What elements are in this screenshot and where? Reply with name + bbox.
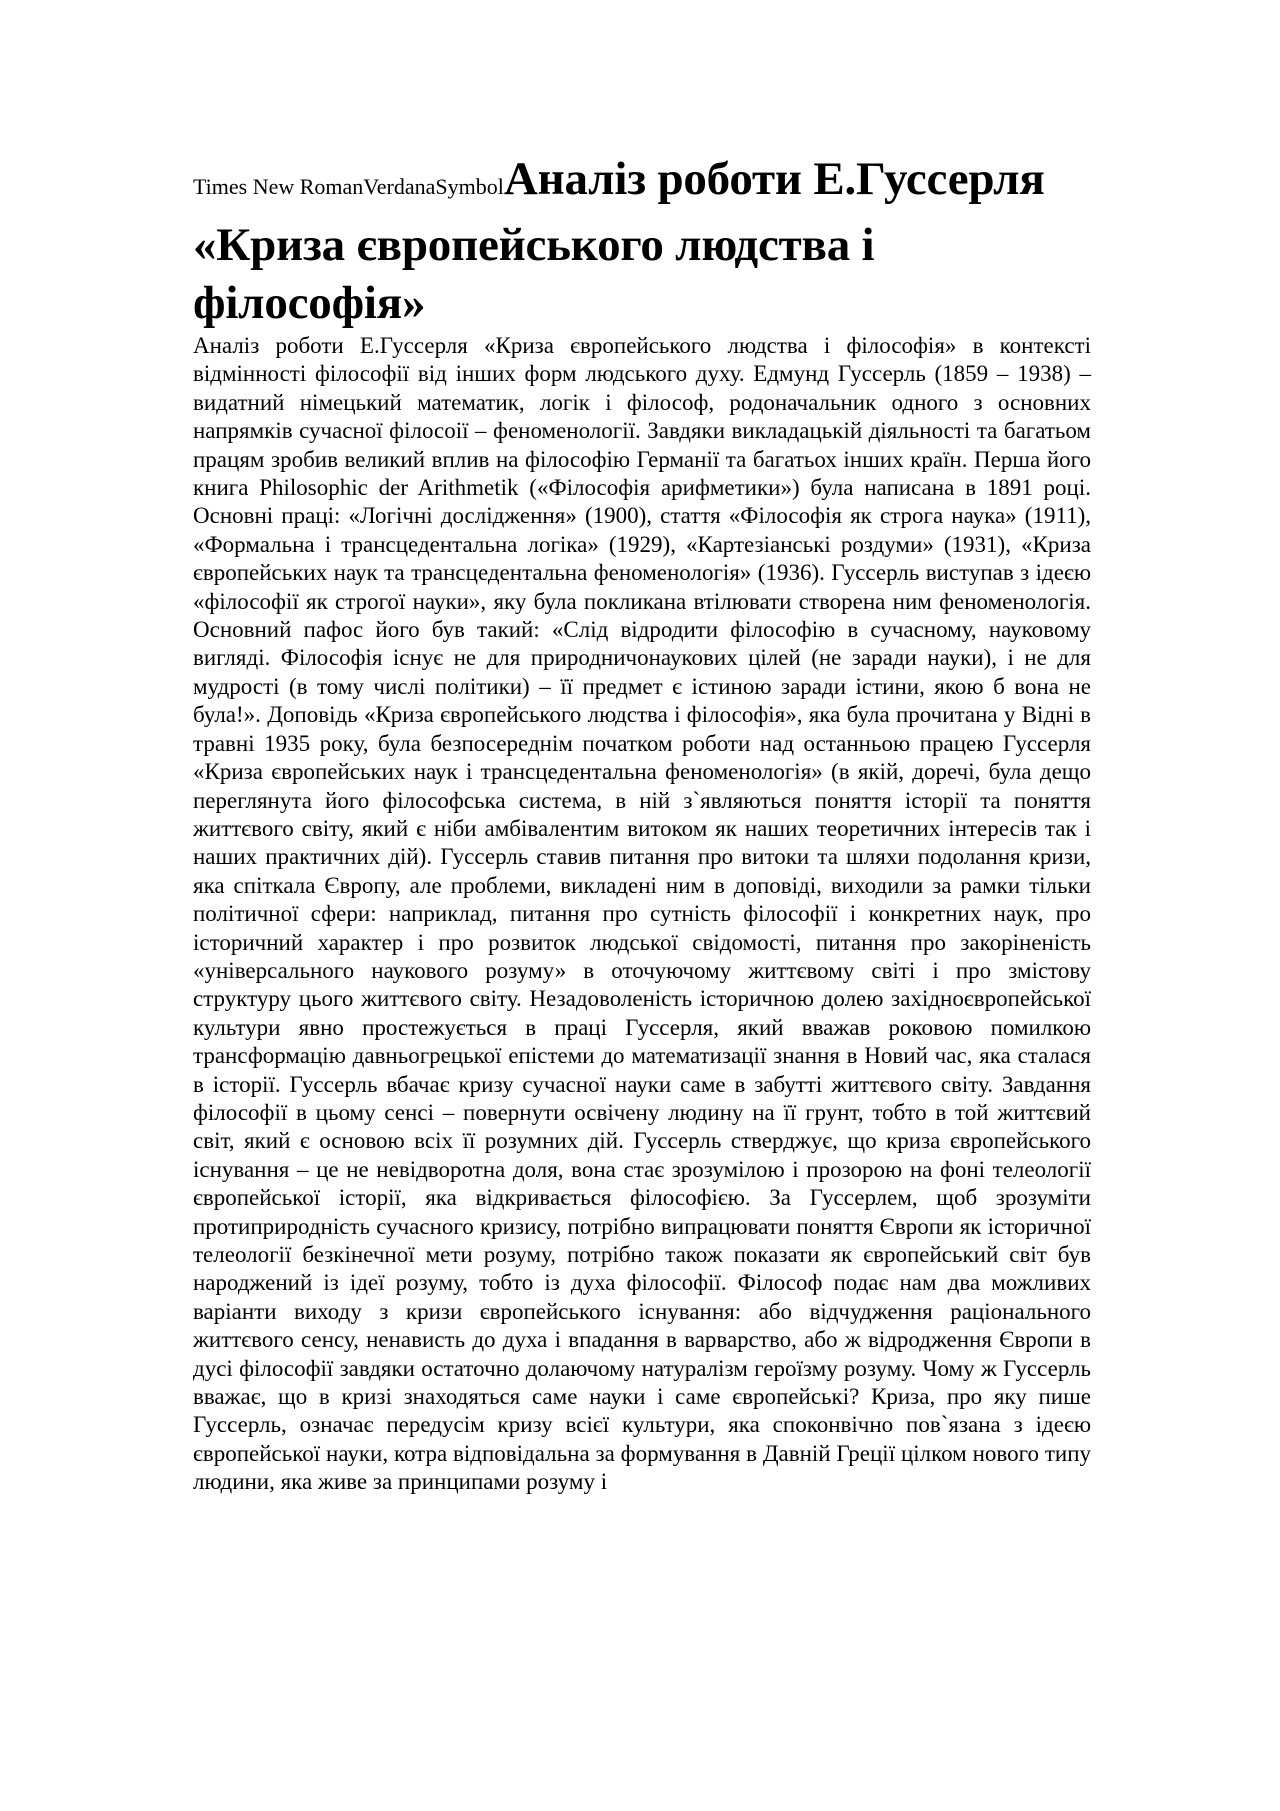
document-page [193,150,1091,1497]
document-title-block [193,150,1091,332]
document-title: Аналіз роботи Е.Гуссерля «Криза європейського людства і філософія» [193,153,1045,329]
document-body: Аналіз роботи Е.Гуссерля «Криза європейського людства і філософія» в контексті відмінності філософії від інших форм людського духу. Едмунд Гуссерль (1859 – 1938) – видатний німецький математик, логік і філософ, родоначальник одного з основних напрямків сучасної філосоії – феноменології. Завдяки викладацькій діяльності та багатьом працям зробив великий вплив на філософію Германії та багатьох інших країн. Перша його книга Philosophic der Arithmetik («Філософія арифметики») була написана в 1891 році. Основні праці: «Логічні дослідження» (1900), стаття «Філософія як строга наука» (1911), «Формальна і трансцедентальна логіка» (1929), «Картезіанські роздуми» (1931), «Криза європейських наук та трансцедентальна феноменологія» (1936). Гуссерль виступав з ідеєю «філософії як строгої науки», яку була покликана втілювати створена ним феноменологія. Основний пафос його був такий: «Слід відродити філософію в сучасному, науковому вигляді. Філософія існує не для природничонаукових цілей (не заради науки), і не для мудрості (в тому числі політики) – її предмет є істиною заради істини, якою б вона не була!». Доповідь «Криза європейського людства і філософія», яка була прочитана у Відні в травні 1935 року, була безпосереднім початком роботи над останньою працею Гуссерля «Криза європейських наук і трансцедентальна феноменологія» (в якій, доречі, була дещо переглянута його філософська система, в ній з`являються поняття історії та поняття життєвого світу, який є ніби амбівалентим витоком як наших теоретичних інтересів так і наших практичних дій). Гуссерль ставив питання про витоки та шляхи подолання кризи, яка спіткала Європу, але проблеми, викладені ним в доповіді, виходили за рамки тільки політичної сфери: наприклад, питання про сутність філософії і конкретних наук, про історичний характер і про розвиток людської свідомості, питання про закоріненість «універсального наукового розуму» в оточуючому життєвому світі і про змістову структуру цього життєвого світу. Незадоволеність історичною долею західноєвропейської культури явно простежується в праці Гуссерля, який вважав роковою помилкою трансформацію давньогрецької епістеми до математизації знання в Новий час, яка сталася в історії. Гуссерль вбачає кризу сучасної науки саме в забутті життєвого світу. Завдання філософії в цьому сенсі – повернути освічену людину на її грунт, тобто в той життєвий світ, який є основою всіх її розумних дій. Гуссерль стверджує, що криза європейського існування – це не невідворотна доля, вона стає зрозумілою і прозорою на фоні телеології європейської історії, яка відкривається філософією. За Гуссерлем, щоб зрозуміти протиприродність сучасного кризису, потрібно випрацювати поняття Європи як історичної телеології безкінечної мети розуму, потрібно також показати як європейський світ був народжений із ідеї розуму, тобто із духа філософії. Філософ подає нам два можливих варіанти виходу з кризи європейського існування: або відчудження раціонального життєвого сенсу, ненависть до духа і впадання в варварство, або ж відродження Європи в дусі філософії завдяки остаточно долаючому натуралізм героїзму розуму. Чому ж Гуссерль вважає, що в кризі знаходяться саме науки і саме європейські? Криза, про яку пише Гуссерль, означає передусім кризу всієї культури, яка споконвічно пов`язана з ідеєю європейської науки, котра відповідальна за формування в Давній Греції цілком нового типу людини, яка живе за принципами розуму і [193,333,1091,1495]
font-list-artifact: Times New RomanVerdanaSymbol [193,174,504,199]
